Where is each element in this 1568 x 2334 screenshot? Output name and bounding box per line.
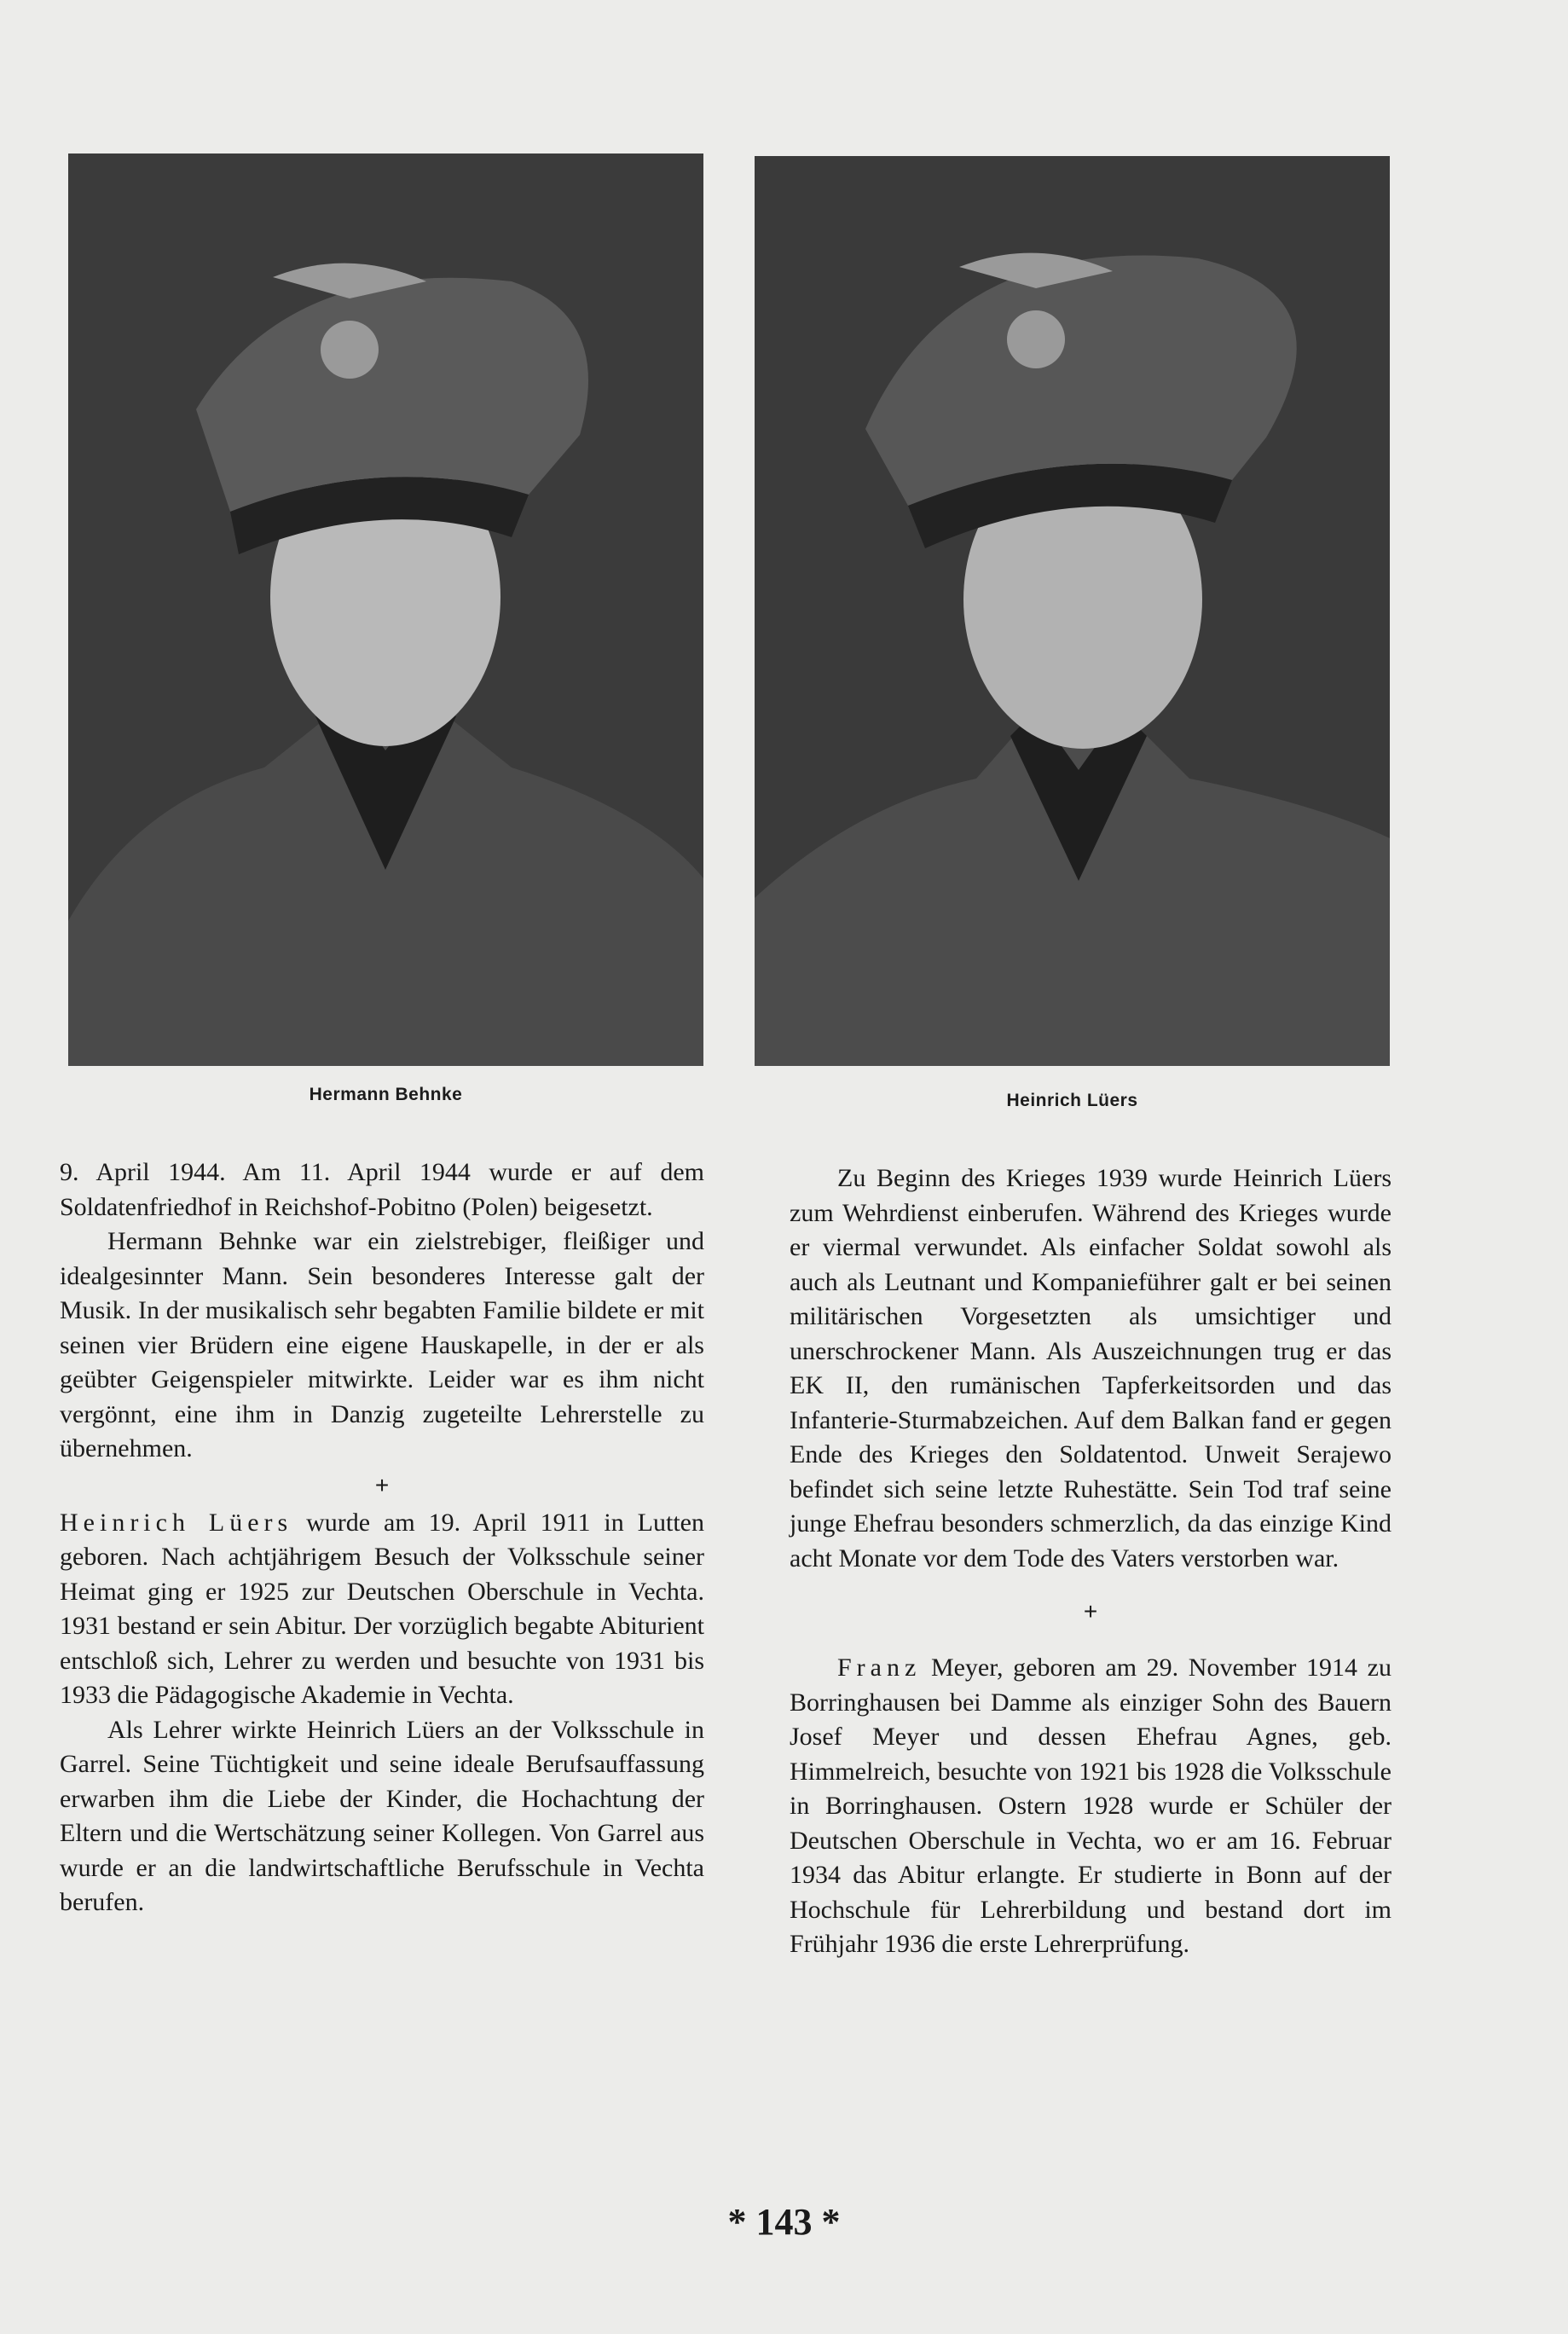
- right-text-column: [790, 1161, 1392, 1962]
- paragraph-text: wurde am 19. April 1911 in Lutten geboren. Nach achtjährigem Besuch der Volksschule seiner Heimat ging er 1925 zur Deutschen Oberschule in Vechta. 1931 bestand er sein Abitur. Der vorzüglich begabte Abiturient entschloß sich, Lehrer zu werden und besuchte von 1931 bis 1933 die Pädagogische Akademie in Vechta.: [60, 1508, 704, 1709]
- portrait-photo-heinrich-lueers: [755, 156, 1390, 1066]
- portrait-illustration: [68, 153, 703, 1066]
- photo-caption-left: Hermann Behnke: [309, 1085, 463, 1104]
- section-separator: +: [374, 1471, 390, 1498]
- paragraph-text: Meyer, geboren am 29. November 1914 zu Borringhausen bei Damme als einziger Sohn des Bauern Josef Meyer und dessen Ehefrau Agnes, geb. Himmelreich, besuchte von 1921 bis 1928 die Volksschule in Borringhausen. Ostern 1928 wurde er Schüler der Deutschen Oberschule in Vechta, wo er am 16. Februar 1934 das Abitur erlangte. Er studierte in Bonn auf der Hochschule für Lehrerbildung und bestand dort im Frühjahr 1936 die erste Lehrerprüfung.: [790, 1653, 1392, 1958]
- paragraph: Hermann Behnke war ein zielstrebiger, fleißiger und idealgesinnter Mann. Sein besonderes Interesse galt der Musik. In der musikalisch sehr begabten Familie bildete er mit seinen vier Brüdern eine eigene Hauskapelle, in der er als geübter Geigenspieler mitwirkte. Leider war es ihm nicht vergönnt, eine ihm in Danzig zugeteilte Lehrerstelle zu übernehmen.: [60, 1227, 704, 1462]
- paragraph: Als Lehrer wirkte Heinrich Lüers an der Volksschule in Garrel. Seine Tüchtigkeit und seine ideale Berufsauffassung erwarben ihm die Liebe der Kinder, die Hochachtung der Eltern und die Wertschätzung seiner Kollegen. Von Garrel aus wurde er an die landwirtschaftliche Berufsschule in Vechta berufen.: [60, 1715, 704, 1916]
- person-name: Heinrich Lüers: [60, 1508, 293, 1537]
- paragraph: [60, 1506, 704, 1713]
- paragraph: [790, 1651, 1392, 1962]
- portrait-illustration: [755, 156, 1390, 1066]
- section-separator: +: [1083, 1598, 1098, 1625]
- portrait-photo-hermann-behnke: [68, 153, 703, 1066]
- left-text-column: [60, 1155, 704, 1920]
- photo-caption-right: Heinrich Lüers: [1006, 1091, 1138, 1110]
- paragraph: 9. April 1944. Am 11. April 1944 wurde er auf dem Soldatenfriedhof in Reichshof-Pobitno (Polen) beigesetzt.: [60, 1158, 704, 1221]
- page-number: * 143 *: [727, 2201, 841, 2243]
- person-name: Franz: [837, 1653, 922, 1682]
- paragraph: Zu Beginn des Krieges 1939 wurde Heinrich Lüers zum Wehrdienst einberufen. Während des Krieges wurde er viermal verwundet. Als einfacher Soldat sowohl als auch als Leutnant und Kompanieführer galt er bei seinen militärischen Vorgesetzten als umsichtiger und unerschrockener Mann. Als Auszeichnungen trug er das EK II, den rumänischen Tapferkeitsorden und das Infanterie-Sturmabzeichen. Auf dem Balkan fand er gegen Ende des Krieges den Soldatentod. Unweit Serajewo befindet sich seine letzte Ruhestätte. Sein Tod traf seine junge Ehefrau besonders schmerzlich, da das einzige Kind acht Monate vor dem Tode des Vaters verstorben war.: [790, 1164, 1392, 1572]
